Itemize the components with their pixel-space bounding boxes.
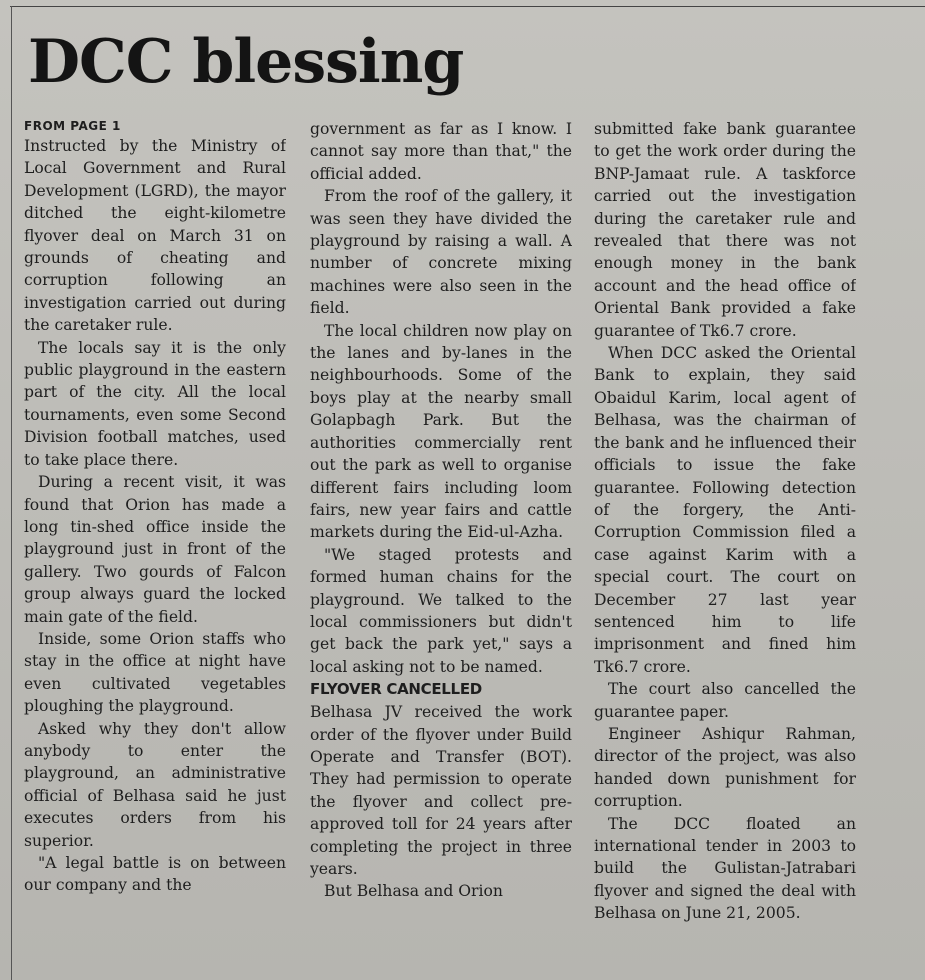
paragraph: The court also cancelled the guarantee paper. [594,680,856,721]
paragraph: Inside, some Orion staffs who stay in the office at night have even cultivated vegetables ploughing the playground. [24,629,286,716]
paragraph: From the roof of the gallery, it was seen they have divided the playground by raising a wall. A number of concrete mixing machines were also seen in the field. [310,187,572,318]
kicker: FROM PAGE 1 [24,119,121,133]
paragraph: "We staged protests and formed human chains for the playground. We talked to the local commissioners but didn't get back the park yet," says a local asking not to be named. [310,545,572,676]
paragraph: Instructed by the Ministry of Local Government and Rural Development (LGRD), the mayor ditched the eight-kilometre flyover deal on March 31 on grounds of cheating and corruption following an investigation carried out during the caretaker rule. [24,137,286,335]
paragraph: The locals say it is the only public playground in the eastern part of the city. All the local tournaments, even some Second Division football matches, used to take place there. [24,338,286,469]
paragraph: But Belhasa and Orion [324,882,503,901]
column-2 [310,118,572,970]
paragraph: government as far as I know. I cannot say more than that," the official added. [310,120,572,183]
column-3 [594,118,856,970]
top-rule [10,6,925,7]
paragraph: Belhasa JV received the work order of the flyover under Build Operate and Transfer (BOT). They had permission to operate the flyover and collect pre-approved toll for 24 years after completing the project in three years. [310,703,572,878]
headline: DCC blessing [28,27,464,97]
paragraph: Engineer Ashiqur Rahman, director of the project, was also handed down punishment for corruption. [594,724,856,811]
paragraph: When DCC asked the Oriental Bank to explain, they said Obaidul Karim, local agent of Belhasa, was the chairman of the bank and he influenced their officials to issue the fake guarantee. Following detection of the forgery, the Anti-Corruption Commission filed a case against Karim with a special court. The court on December 27 last year sentenced him to life imprisonment and fined him Tk6.7 crore. [594,344,856,676]
paragraph: Asked why they don't allow anybody to enter the playground, an administrative official of Belhasa said he just executes orders from his superior. [24,719,286,850]
paragraph: The DCC floated an international tender in 2003 to build the Gulistan-Jatrabari flyover and signed the deal with Belhasa on June 21, 2005. [594,814,856,923]
paragraph: The local children now play on the lanes and by-lanes in the neighbourhoods. Some of the boys play at the nearby small Golapbagh Park. But the authorities commercially rent out the park as well to organise different fairs including loom fairs, new year fairs and cattle markets during the Eid-ul-Azha. [310,321,572,542]
paragraph: "A legal battle is on between our company and the [24,854,286,895]
paragraph: submitted fake bank guarantee to get the work order during the BNP-Jamaat rule. A taskforce carried out the investigation during the caretaker rule and revealed that there was not enough money in the bank account and the head office of Oriental Bank provided a fake guarantee of Tk6.7 crore. [594,120,856,340]
column-1 [24,118,286,970]
paragraph: During a recent visit, it was found that Orion has made a long tin-shed office inside the playground just in front of the gallery. Two gourds of Falcon group always guard the locked main gate of the field. [24,473,286,626]
left-rule [11,6,12,980]
subhead: FLYOVER CANCELLED [310,680,482,699]
